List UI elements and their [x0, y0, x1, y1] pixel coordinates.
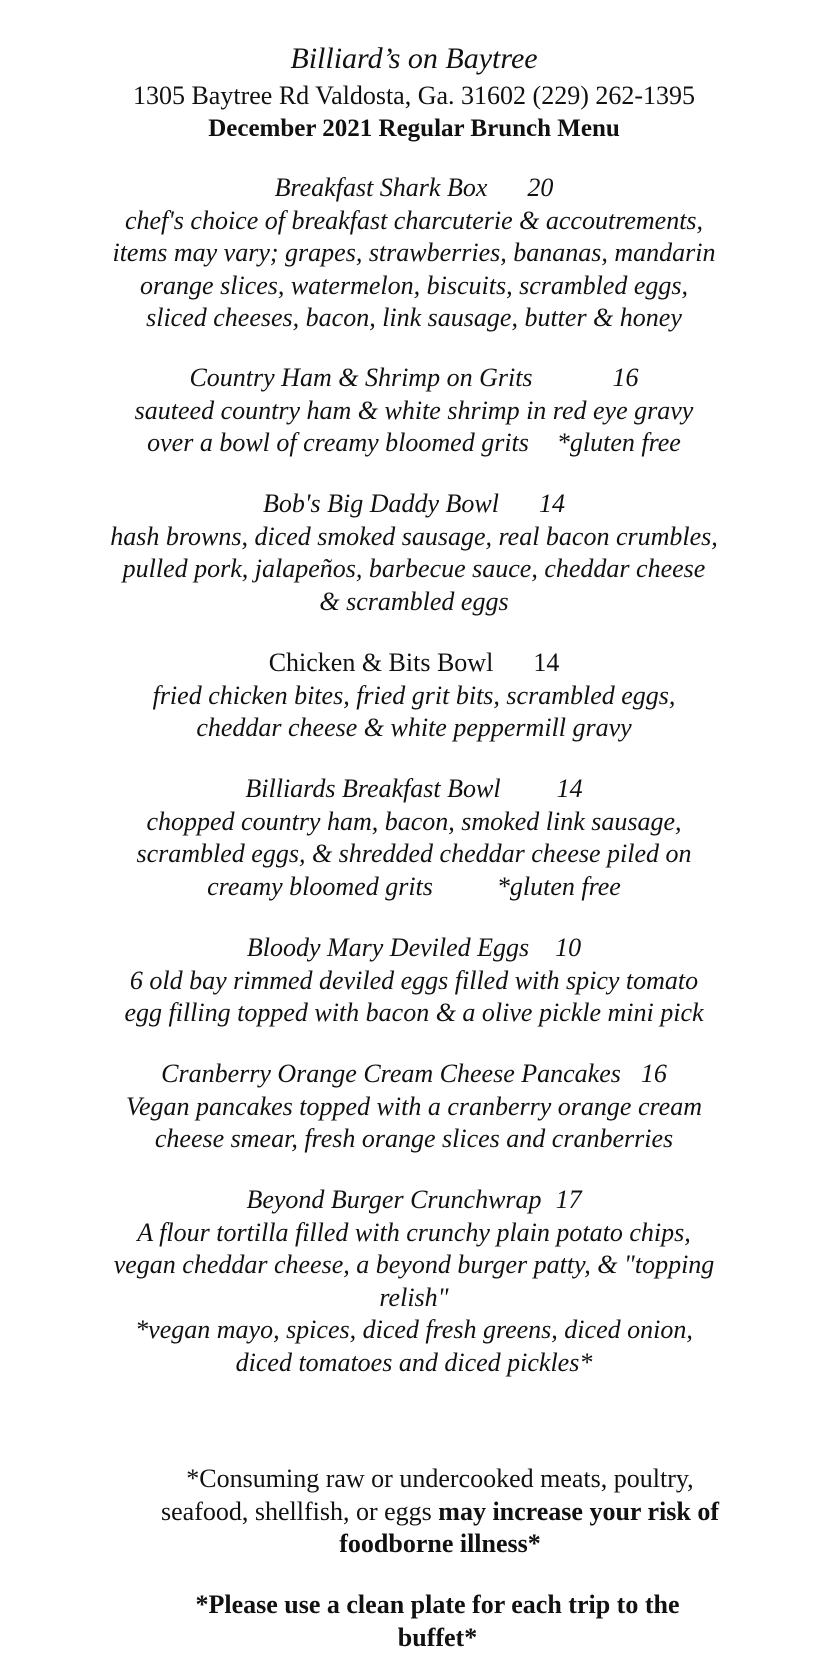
- item-price: 20: [527, 173, 554, 202]
- restaurant-name: Billiard’s on Baytree: [290, 42, 538, 75]
- item-name: Cranberry Orange Cream Cheese Pancakes: [161, 1059, 621, 1088]
- item-description-line: 6 old bay rimmed deviled eggs filled with spicy tomato: [129, 965, 699, 995]
- clean-plate-notice: *Please use a clean plate for each trip to the buffet*: [195, 1590, 680, 1652]
- item-description-line: chopped country ham, bacon, smoked link sausage,: [146, 806, 682, 836]
- menu-item-breakfast-shark-box: [85, 172, 743, 335]
- item-price: 14: [533, 648, 560, 677]
- item-description-line: diced tomatoes and diced pickles*: [235, 1347, 593, 1377]
- item-description-line: sauteed country ham & white shrimp in red eye gravy: [134, 395, 694, 425]
- item-name: Bloody Mary Deviled Eggs: [246, 933, 530, 962]
- item-name: Beyond Burger Crunchwrap: [246, 1185, 542, 1214]
- item-name: Bob's Big Daddy Bowl: [263, 489, 499, 518]
- item-price: 14: [556, 774, 583, 803]
- warning-text: *Consuming raw or undercooked meats, poultry, seafood, shellfish, or eggs: [161, 1464, 694, 1526]
- menu-title: December 2021 Regular Brunch Menu: [208, 115, 620, 142]
- item-description-line: hash browns, diced smoked sausage, real bacon crumbles,: [110, 521, 718, 551]
- item-description-line: relish": [379, 1282, 449, 1312]
- item-description-line: items may vary; grapes, strawberries, bananas, mandarin: [112, 238, 716, 267]
- menu-item-billiards-breakfast-bowl: [85, 773, 743, 903]
- food-safety-warning: [140, 1463, 740, 1561]
- menu-item-bloody-mary-deviled-eggs: [85, 932, 743, 1030]
- item-name: Chicken & Bits Bowl: [268, 648, 494, 677]
- item-description-line: creamy bloomed grits: [207, 871, 433, 901]
- item-description-line: orange slices, watermelon, biscuits, scrambled eggs,: [139, 270, 689, 300]
- item-description-line: egg filling topped with bacon & a olive pickle mini pick: [124, 998, 704, 1027]
- menu-item-bobs-big-daddy-bowl: [85, 488, 743, 618]
- item-price: 14: [538, 489, 565, 518]
- item-price: 16: [612, 363, 639, 392]
- item-price: 10: [555, 933, 582, 962]
- item-description-line: cheddar cheese & white peppermill gravy: [196, 713, 632, 742]
- item-description-line: pulled pork, jalapeños, barbecue sauce, cheddar cheese: [122, 554, 706, 583]
- item-description-line: scrambled eggs, & shredded cheddar cheese piled on: [136, 839, 692, 868]
- item-description-line: chef's choice of breakfast charcuterie & accoutrements,: [124, 205, 704, 235]
- menu-item-cranberry-orange-pancakes: [85, 1058, 743, 1156]
- item-description-line: & scrambled eggs: [319, 586, 509, 616]
- item-price: 16: [640, 1059, 667, 1088]
- gluten-free-note: *gluten free: [496, 871, 621, 901]
- item-name: Country Ham & Shrimp on Grits: [189, 363, 533, 392]
- menu-item-country-ham-shrimp-grits: [85, 362, 743, 460]
- item-description-line: over a bowl of creamy bloomed grits: [147, 428, 529, 457]
- item-name: Billiards Breakfast Bowl: [245, 774, 501, 803]
- menu-item-beyond-burger-crunchwrap: [85, 1184, 743, 1379]
- address-line: 1305 Baytree Rd Valdosta, Ga. 31602 (229) 262-1395: [132, 81, 696, 110]
- warning-emphasis: may increase your risk of foodborne illness*: [339, 1496, 719, 1558]
- gluten-free-note: *gluten free: [556, 428, 681, 457]
- item-description-line: cheese smear, fresh orange slices and cranberries: [154, 1124, 674, 1153]
- item-description-line: A flour tortilla filled with crunchy plain potato chips,: [137, 1217, 691, 1247]
- item-description-line: Vegan pancakes topped with a cranberry orange cream: [126, 1091, 702, 1121]
- item-description-line: vegan cheddar cheese, a beyond burger patty, & "topping: [113, 1250, 715, 1279]
- item-name: Breakfast Shark Box: [274, 173, 488, 202]
- item-price: 17: [555, 1185, 582, 1214]
- item-description-line: sliced cheeses, bacon, link sausage, butter & honey: [146, 303, 682, 332]
- menu-item-chicken-bits-bowl: [85, 647, 743, 745]
- item-description-line: fried chicken bites, fried grit bits, scrambled eggs,: [152, 680, 676, 710]
- item-description-line: *vegan mayo, spices, diced fresh greens, diced onion,: [135, 1315, 693, 1344]
